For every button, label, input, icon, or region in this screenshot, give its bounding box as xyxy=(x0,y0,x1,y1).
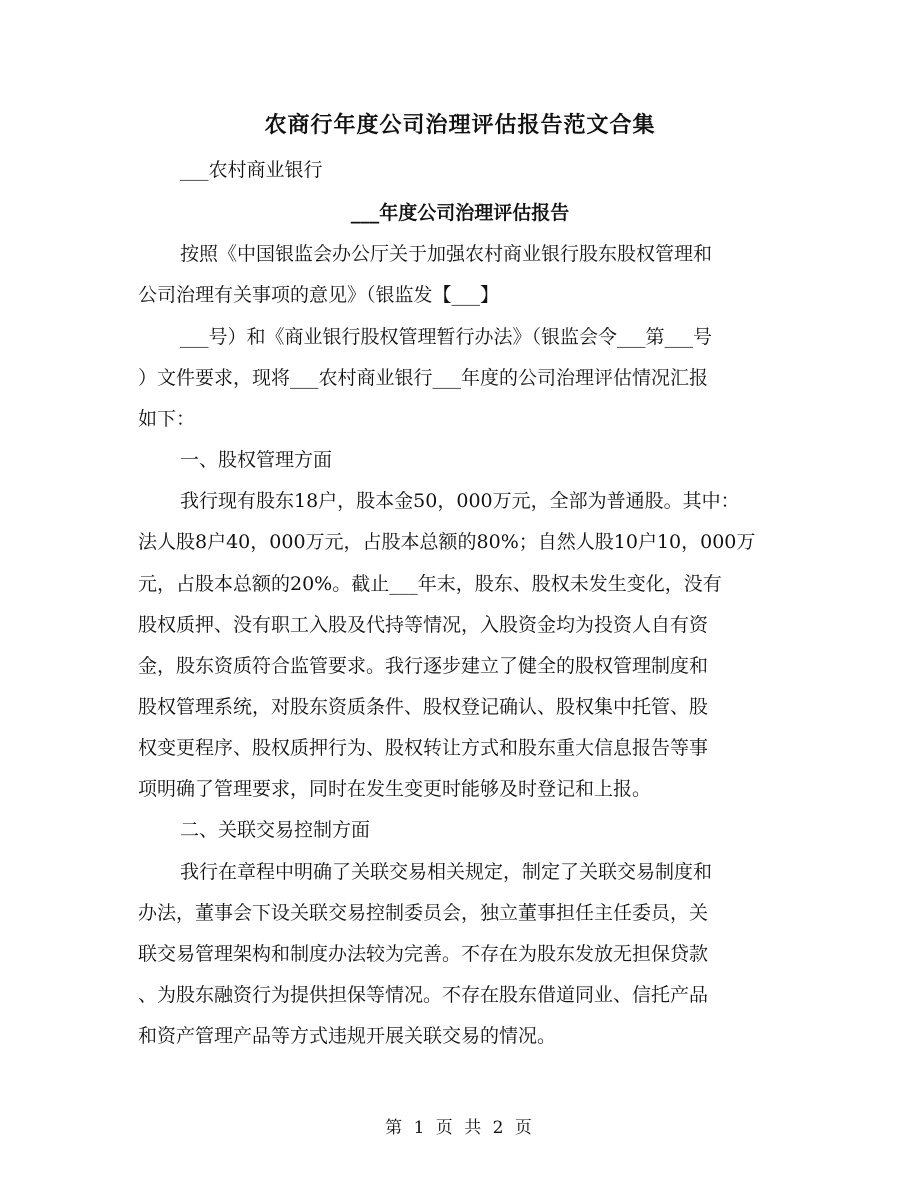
body-line: 我行现有股东18户，股本金50，000万元，全部为普通股。其中： xyxy=(180,490,740,512)
body-line: 元，占股本总额的20%。截止___年末，股东、股权未发生变化，没有 xyxy=(138,573,722,595)
body-line: 我行在章程中明确了关联交易相关规定，制定了关联交易制度和 xyxy=(180,861,713,883)
section-heading: 一、股权管理方面 xyxy=(180,449,333,471)
report-title: ___年度公司治理评估报告 xyxy=(350,202,570,224)
body-line: 按照《中国银监会办公厅关于加强农村商业银行股东股权管理和 xyxy=(180,243,713,265)
document-title: 农商行年度公司治理评估报告范文合集 xyxy=(264,112,656,138)
body-line: 项明确了管理要求，同时在发生变更时能够及时登记和上报。 xyxy=(138,778,652,800)
body-line: ___号）和《商业银行股权管理暂行办法》（银监会令___第___号 xyxy=(180,326,713,348)
page-footer: 第 1 页 共 2 页 xyxy=(385,1118,535,1138)
body-line: 金，股东资质符合监管要求。我行逐步建立了健全的股权管理制度和 xyxy=(138,655,709,677)
body-line: 联交易管理架构和制度办法较为完善。不存在为股东发放无担保贷款 xyxy=(138,943,709,965)
body-line: 法人股8户40，000万元，占股本总额的80%；自然人股10户10，000万 xyxy=(138,531,756,553)
body-line: 权变更程序、股权质押行为、股权转让方式和股东重大信息报告等事 xyxy=(138,737,709,759)
body-line: 股权管理系统，对股东资质条件、股权登记确认、股权集中托管、股 xyxy=(138,696,709,718)
body-line: 办法，董事会下设关联交易控制委员会，独立董事担任主任委员，关 xyxy=(138,902,709,924)
body-line: 和资产管理产品等方式违规开展关联交易的情况。 xyxy=(138,1025,557,1047)
bank-name-line: ___农村商业银行 xyxy=(180,159,323,181)
section-heading: 二、关联交易控制方面 xyxy=(180,819,371,841)
body-line: ）文件要求，现将___农村商业银行___年度的公司治理评估情况汇报 xyxy=(138,367,709,389)
body-line: 如下： xyxy=(138,408,196,430)
body-line: 、为股东融资行为提供担保等情况。不存在股东借道同业、信托产品 xyxy=(138,984,709,1006)
body-line: 公司治理有关事项的意见》（银监发【___】 xyxy=(138,284,500,306)
body-line: 股权质押、没有职工入股及代持等情况，入股资金均为投资人自有资 xyxy=(138,614,709,636)
